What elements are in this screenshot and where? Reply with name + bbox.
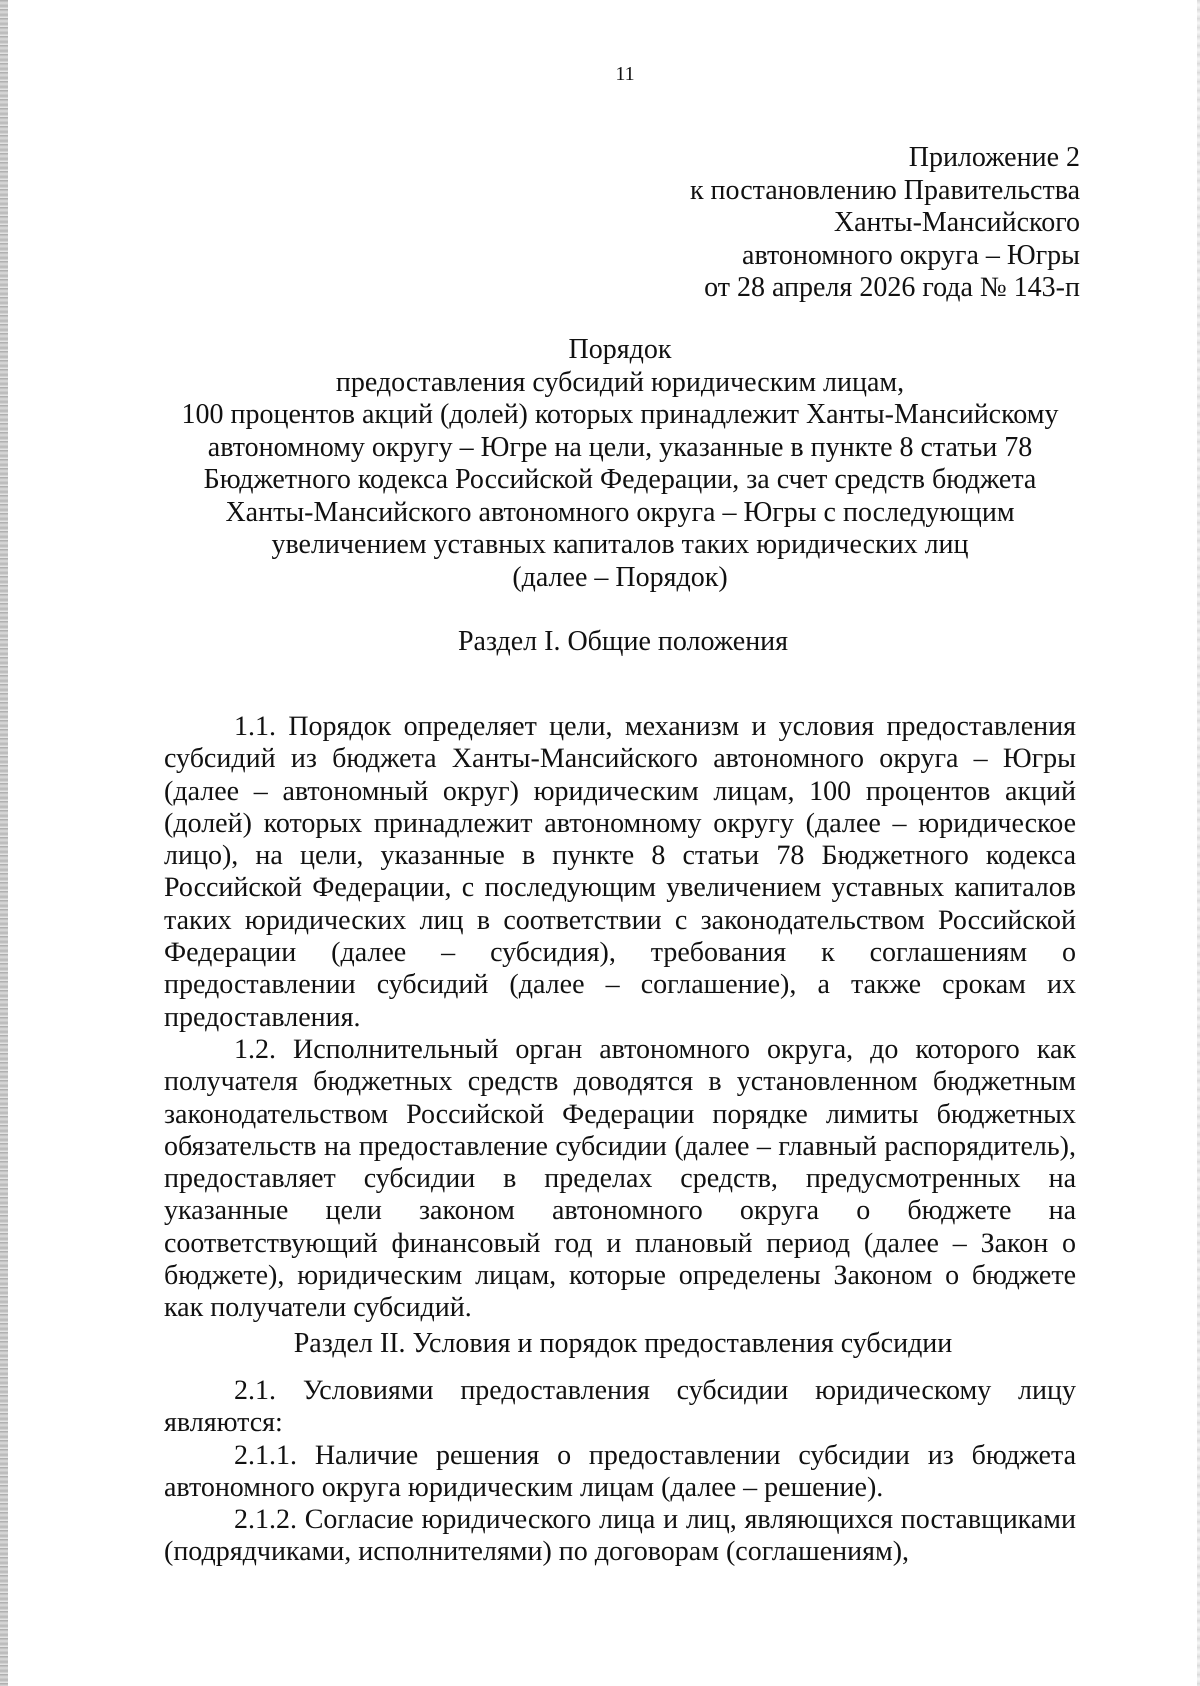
title-line: Бюджетного кодекса Российской Федерации, за счет средств бюджета	[203, 464, 1037, 495]
paragraph-2-1: 2.1. Условиями предоставления субсидии юридическому лицу являются:	[164, 1375, 1076, 1439]
appendix-line: от 28 апреля 2026 года № 143-п	[704, 272, 1080, 303]
appendix-line: Приложение 2	[908, 142, 1080, 173]
title-line: Ханты-Мансийского автономного округа – Югры с последующим	[225, 496, 1015, 528]
scan-left-edge	[0, 0, 8, 1686]
title-line: 100 процентов акций (долей) которых принадлежит Ханты-Мансийскому	[181, 399, 1059, 430]
paragraph-2-1-1: 2.1.1. Наличие решения о предоставлении субсидии из бюджета автономного округа юридическим лицам (далее – решение).	[164, 1439, 1076, 1503]
paragraph-2-1-2: 2.1.2. Согласие юридического лица и лиц, являющихся поставщиками (подрядчиками, исполнителями) по договорам (соглашениям),	[164, 1504, 1076, 1568]
title-line: увеличением уставных капиталов таких юридических лиц	[271, 529, 969, 560]
section-1-text	[164, 711, 1076, 1325]
appendix-block	[520, 142, 1080, 305]
title-line: предоставления субсидий юридическим лицам,	[335, 366, 905, 398]
page-number: 11	[615, 63, 635, 85]
section-1-heading: Раздел I. Общие положения	[457, 626, 789, 657]
paragraph-1-2: 1.2. Исполнительный орган автономного округа, до которого как получателя бюджетных средств доводятся в установленном бюджетным законодательством Российской Федерации порядке лимиты бюджетных обязательств на предоставление субсидии (далее – главный распорядитель), предоставляет субсидии в пределах средств, предусмотренных на указанные цели законом автономного округа о бюджете на соответствующий финансовый год и плановый период (далее – Закон о бюджете), юридическим лицам, которые определены Законом о бюджете как получатели субсидий.	[164, 1033, 1076, 1324]
title-line: Порядок	[568, 334, 672, 365]
section-2-heading: Раздел II. Условия и порядок предоставления субсидии	[293, 1328, 953, 1359]
appendix-line: Ханты-Мансийского	[833, 207, 1080, 238]
title-line: автономному округу – Югре на цели, указанные в пункте 8 статьи 78	[207, 431, 1033, 463]
paragraph-1-1: 1.1. Порядок определяет цели, механизм и условия предоставления субсидий из бюджета Ханты-Мансийского автономного округа – Югры (далее – автономный округ) юридическим лицам, 100 процентов акций (долей) которых принадлежит автономному округу (далее – юридическое лицо), на цели, указанные в пункте 8 статьи 78 Бюджетного кодекса Российской Федерации, с последующим увеличением уставных капиталов таких юридических лиц в соответствии с законодательством Российской Федерации (далее – субсидия), требования к соглашениям о предоставлении субсидий (далее – соглашение), а также срокам их предоставления.	[164, 711, 1076, 1033]
title-line: (далее – Порядок)	[512, 561, 728, 593]
appendix-line: к постановлению Правительства	[689, 174, 1080, 206]
document-title	[150, 334, 1090, 594]
appendix-line: автономного округа – Югры	[742, 239, 1080, 271]
section-2-text	[164, 1375, 1076, 1569]
